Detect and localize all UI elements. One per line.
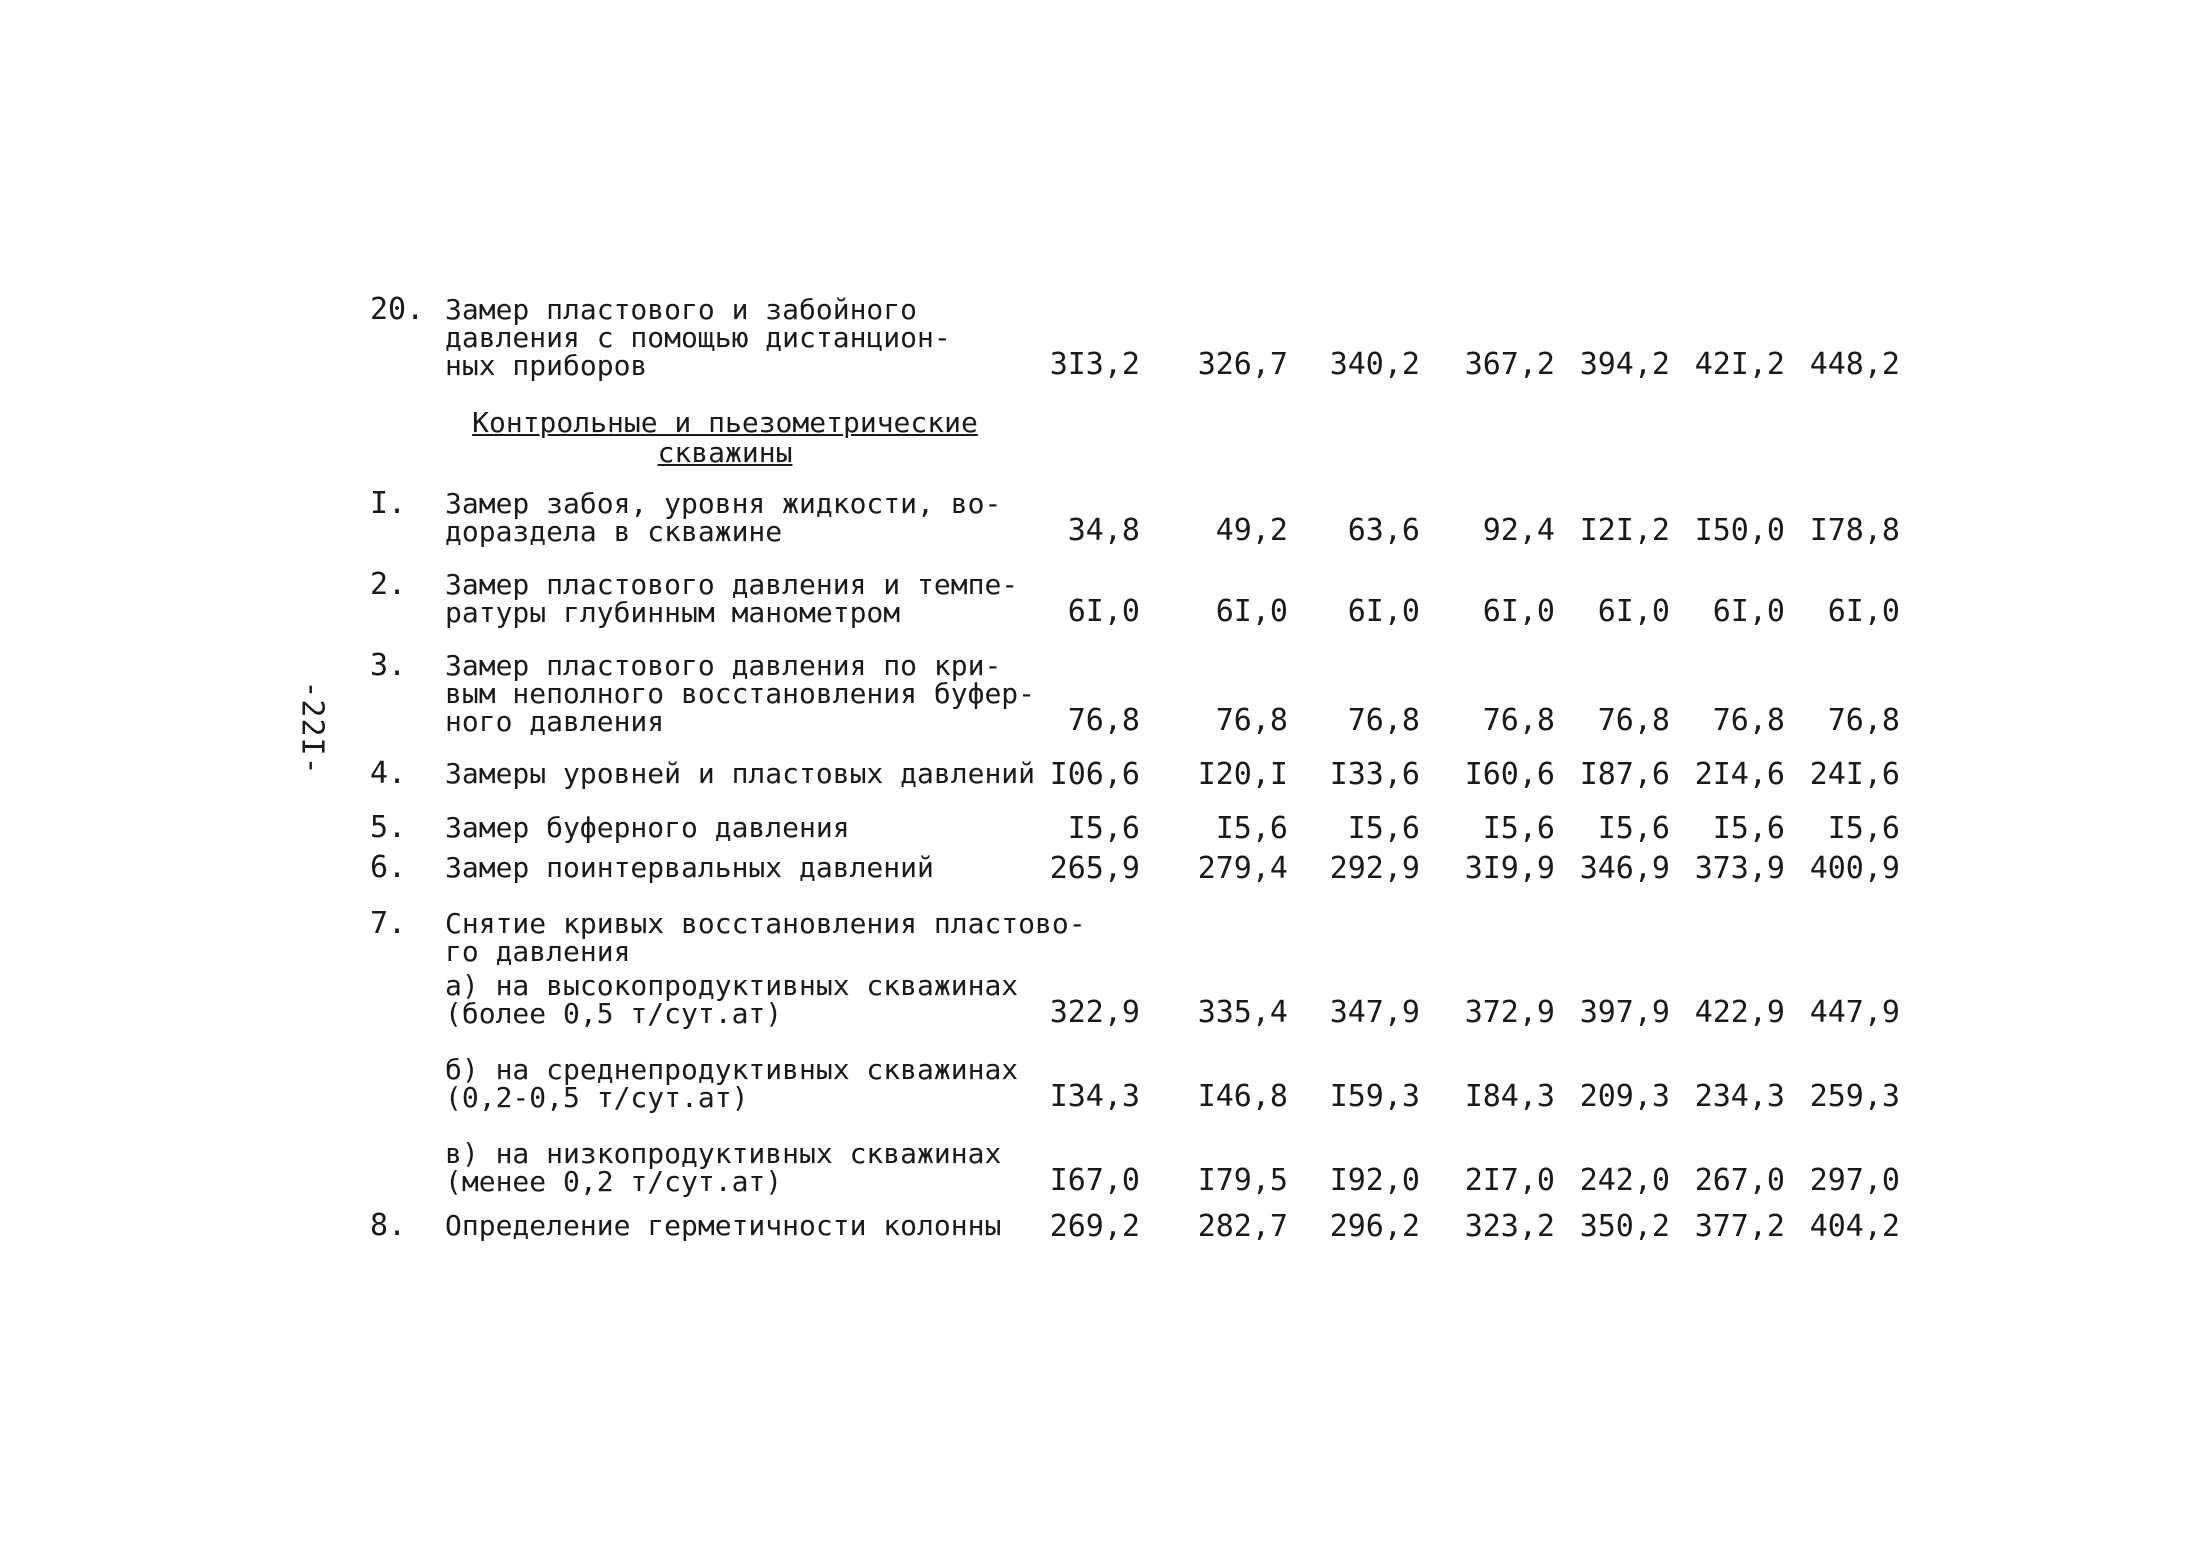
value-cell: 76,8 (1067, 703, 1140, 738)
value-cell: 242,0 (1579, 1163, 1670, 1198)
value-cell: 346,9 (1579, 851, 1670, 886)
value-cell: 76,8 (1827, 703, 1900, 738)
row-description: б) на среднепродуктивных скважинах (0,2-0,5 т/сут.ат) (445, 1053, 1019, 1114)
table-row (370, 1137, 1910, 1198)
value-cell: 400,9 (1809, 851, 1900, 886)
value-cell: 335,4 (1197, 995, 1288, 1030)
table-row (370, 756, 1910, 792)
row-number: 5. (370, 810, 407, 845)
row-values (370, 850, 1910, 886)
value-cell: 279,4 (1197, 851, 1288, 886)
value-cell: I46,8 (1197, 1079, 1288, 1114)
value-cell: 2I4,6 (1694, 757, 1785, 792)
value-cell: I78,8 (1809, 513, 1900, 548)
value-cell: I06,6 (1049, 757, 1140, 792)
value-cell: 76,8 (1215, 703, 1288, 738)
value-cell: I5,6 (1347, 811, 1420, 846)
value-cell: I50,0 (1694, 513, 1785, 548)
row-number: 7. (370, 906, 407, 941)
row-number: 3. (370, 648, 407, 683)
value-cell: 6I,0 (1597, 594, 1670, 629)
value-cell: 404,2 (1809, 1209, 1900, 1244)
value-cell: 372,9 (1464, 995, 1555, 1030)
value-cell: I33,6 (1329, 757, 1420, 792)
value-cell: I84,3 (1464, 1079, 1555, 1114)
value-cell: 6I,0 (1215, 594, 1288, 629)
value-cell: 76,8 (1482, 703, 1555, 738)
value-cell: 340,2 (1329, 347, 1420, 382)
value-cell: 292,9 (1329, 851, 1420, 886)
value-cell: 6I,0 (1067, 594, 1140, 629)
value-cell: 6I,0 (1827, 594, 1900, 629)
table-row (370, 906, 1910, 968)
value-cell: 76,8 (1347, 703, 1420, 738)
value-cell: 2I7,0 (1464, 1163, 1555, 1198)
row-values (370, 703, 1910, 738)
value-cell: 63,6 (1347, 513, 1420, 548)
value-cell: I67,0 (1049, 1163, 1140, 1198)
table-row (370, 969, 1910, 1030)
value-cell: I60,6 (1464, 757, 1555, 792)
page-number: -22I- (294, 680, 330, 776)
value-cell: 6I,0 (1482, 594, 1555, 629)
value-cell: 447,9 (1809, 995, 1900, 1030)
value-cell: I20,I (1197, 757, 1288, 792)
table-row (370, 850, 1910, 886)
value-cell: I59,3 (1329, 1079, 1420, 1114)
value-cell: 322,9 (1049, 995, 1140, 1030)
row-number: 20. (370, 292, 425, 327)
section-heading: Контрольные и пьезометрические скважины (472, 406, 978, 469)
value-cell: 3I3,2 (1049, 347, 1140, 382)
value-cell: 282,7 (1197, 1209, 1288, 1244)
row-values (370, 756, 1910, 792)
row-description: Замер поинтервальных давлений (445, 851, 934, 884)
row-description: Снятие кривых восстановления пластово- го давления (445, 907, 1086, 968)
value-cell: I5,6 (1597, 811, 1670, 846)
table-row (370, 648, 1910, 738)
table-row (370, 567, 1910, 629)
value-cell: 265,9 (1049, 851, 1140, 886)
value-cell: 297,0 (1809, 1163, 1900, 1198)
value-cell: 326,7 (1197, 347, 1288, 382)
row-number: 4. (370, 756, 407, 791)
value-cell: I79,5 (1197, 1163, 1288, 1198)
value-cell: I87,6 (1579, 757, 1670, 792)
value-cell: 373,9 (1694, 851, 1785, 886)
row-values (370, 810, 1910, 846)
row-description: Определение герметичности колонны (445, 1209, 1002, 1242)
table-row (370, 1053, 1910, 1114)
row-number: 6. (370, 850, 407, 885)
value-cell: 34,8 (1067, 513, 1140, 548)
value-cell: 350,2 (1579, 1209, 1670, 1244)
value-cell: 347,9 (1329, 995, 1420, 1030)
value-cell: I2I,2 (1579, 513, 1670, 548)
value-cell: 76,8 (1597, 703, 1670, 738)
row-description: Замер пластового и забойного давления с помощью дистанцион- ных приборов (445, 293, 951, 382)
value-cell: I92,0 (1329, 1163, 1420, 1198)
row-description: а) на высокопродуктивных скважинах (более 0,5 т/сут.ат) (445, 969, 1019, 1030)
value-cell: 6I,0 (1712, 594, 1785, 629)
value-cell: 267,0 (1694, 1163, 1785, 1198)
value-cell: 367,2 (1464, 347, 1555, 382)
table-row (370, 292, 1910, 382)
value-cell: 209,3 (1579, 1079, 1670, 1114)
value-cell: 42I,2 (1694, 347, 1785, 382)
row-number: 2. (370, 567, 407, 602)
value-cell: 394,2 (1579, 347, 1670, 382)
value-cell: 397,9 (1579, 995, 1670, 1030)
row-values (370, 1208, 1910, 1244)
table-row (370, 810, 1910, 846)
row-description: Замер забоя, уровня жидкости, во- дораздела в скважине (445, 487, 1002, 548)
value-cell: 3I9,9 (1464, 851, 1555, 886)
value-cell: 422,9 (1694, 995, 1785, 1030)
value-cell: 377,2 (1694, 1209, 1785, 1244)
value-cell: 448,2 (1809, 347, 1900, 382)
row-number: 8. (370, 1208, 407, 1243)
value-cell: 6I,0 (1347, 594, 1420, 629)
value-cell: I5,6 (1827, 811, 1900, 846)
value-cell: I34,3 (1049, 1079, 1140, 1114)
row-description: в) на низкопродуктивных скважинах (менее 0,2 т/сут.ат) (445, 1137, 1002, 1198)
row-number: I. (370, 486, 407, 521)
value-cell: 323,2 (1464, 1209, 1555, 1244)
value-cell: I5,6 (1482, 811, 1555, 846)
row-description: Замеры уровней и пластовых давлений (445, 757, 1036, 790)
table-row (370, 486, 1910, 548)
value-cell: I5,6 (1712, 811, 1785, 846)
row-description: Замер буферного давления (445, 811, 850, 844)
value-cell: 24I,6 (1809, 757, 1900, 792)
value-cell: I5,6 (1215, 811, 1288, 846)
value-cell: 234,3 (1694, 1079, 1785, 1114)
table-row (370, 1208, 1910, 1244)
row-description: Замер пластового давления по кри- вым неполного восстановления буфер- ного давления (445, 649, 1036, 738)
row-description: Замер пластового давления и темпе- ратуры глубинным манометром (445, 568, 1019, 629)
value-cell: I5,6 (1067, 811, 1140, 846)
value-cell: 76,8 (1712, 703, 1785, 738)
value-cell: 296,2 (1329, 1209, 1420, 1244)
value-cell: 269,2 (1049, 1209, 1140, 1244)
value-cell: 259,3 (1809, 1079, 1900, 1114)
row-values (370, 347, 1910, 382)
value-cell: 92,4 (1482, 513, 1555, 548)
value-cell: 49,2 (1215, 513, 1288, 548)
